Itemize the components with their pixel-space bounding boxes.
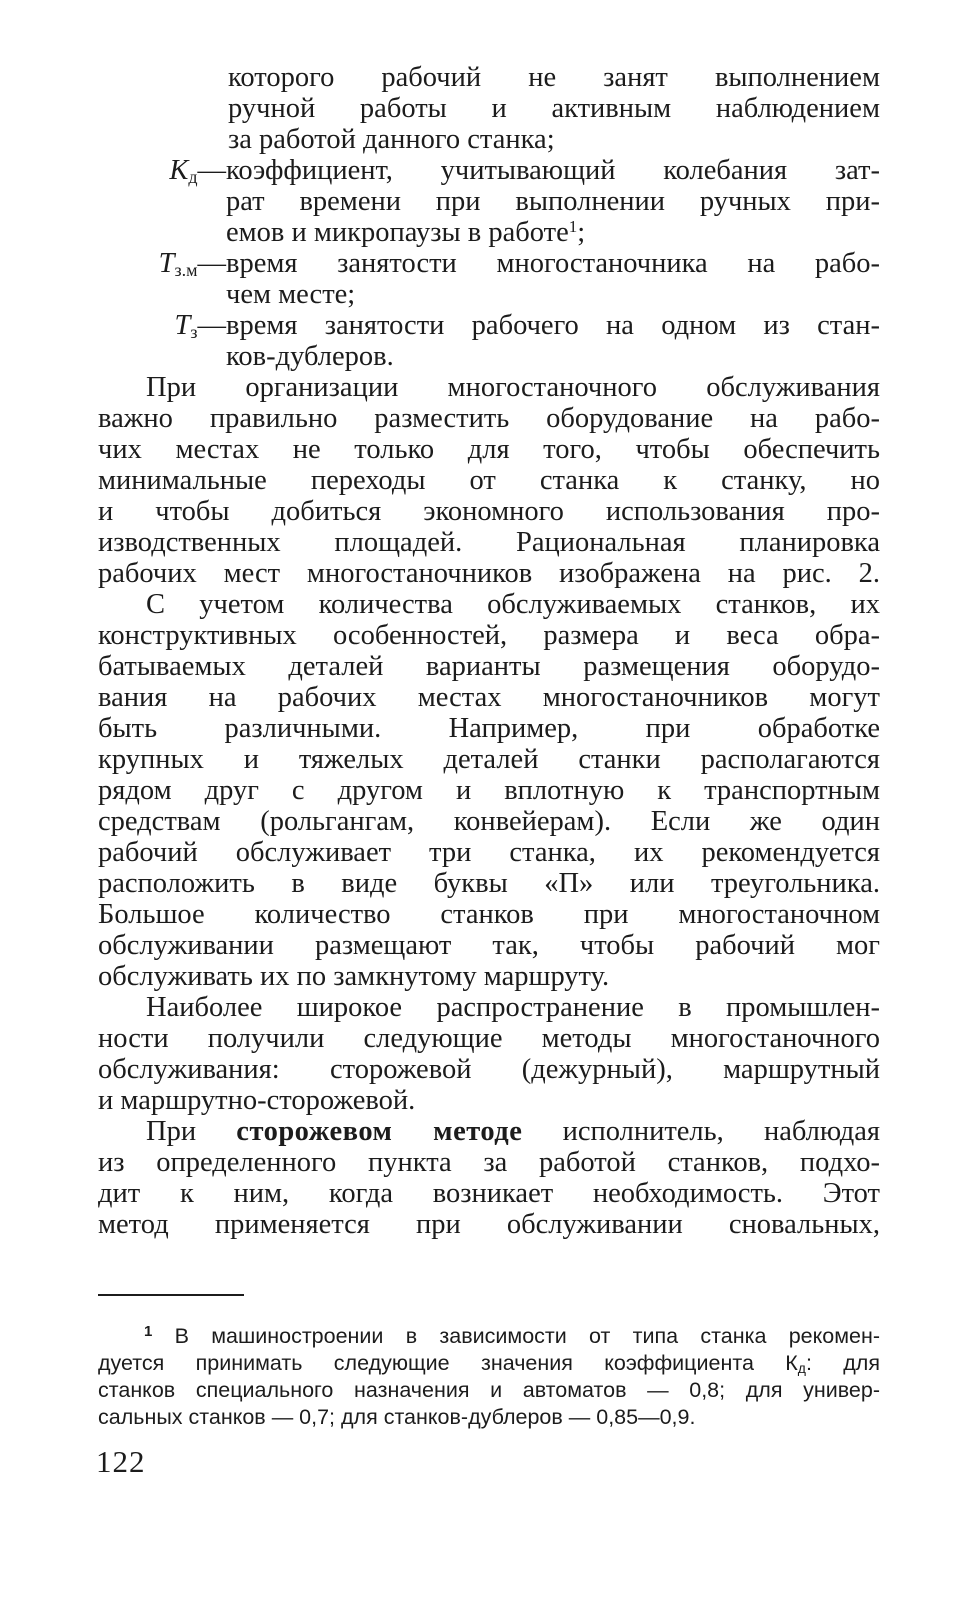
text-line: При сторожевом методе исполнитель, наблюдая	[146, 1116, 880, 1147]
text-line: обслуживания: сторожевой (дежурный), маршрутный	[98, 1054, 880, 1085]
footnote-ref: 1	[568, 217, 578, 236]
paragraph-1	[98, 372, 880, 589]
paragraph-2	[98, 589, 880, 992]
text-line: дит к ним, когда возникает необходимость. Этот	[98, 1178, 880, 1209]
text-line: рабочих мест многостаночников изображена на рис. 2.	[98, 558, 880, 589]
paragraph-4	[98, 1116, 880, 1240]
text-line: расположить в виде буквы «П» или треугольника.	[98, 868, 880, 899]
text-line: конструктивных особенностей, размера и веса обра-	[98, 620, 880, 651]
text-line: важно правильно разместить оборудование на рабо-	[98, 403, 880, 434]
definition-tz	[98, 310, 880, 372]
text-line: минимальные переходы от станка к станку, но	[98, 465, 880, 496]
text-line: обслуживать их по замкнутому маршруту.	[98, 961, 610, 992]
text-line: С учетом количества обслуживаемых станков, их	[146, 589, 880, 620]
text-line: рабочий обслуживает три станка, их рекомендуется	[98, 837, 880, 868]
text-line: изводственных площадей. Рациональная планировка	[98, 527, 880, 558]
footnote-line: станков специального назначения и автоматов — 0,8; для универ-	[98, 1378, 880, 1402]
text-line: емов и микропаузы в работе$^1$;	[226, 217, 586, 248]
symbol-tzm: $Т_{з.м}—$	[158, 248, 226, 280]
text-line: Наиболее широкое распространение в промышлен-	[146, 992, 880, 1023]
text-line: ручной работы и активным наблюдением	[228, 93, 880, 124]
text-line: метод применяется при обслуживании сновальных,	[98, 1209, 880, 1240]
text-line: Большое количество станков при многостаночном	[98, 899, 880, 930]
definition-kd	[98, 155, 880, 248]
text-line: ности получили следующие методы многостаночного	[98, 1023, 880, 1054]
definition-continuation	[98, 62, 880, 155]
footnote-line: дуется принимать следующие значения коэффициента $К_д$: для	[98, 1351, 880, 1376]
text-line: быть различными. Например, при обработке	[98, 713, 880, 744]
footnote	[98, 1323, 880, 1431]
text-line: коэффициент, учитывающий колебания зат-	[226, 155, 880, 186]
symbol-tz: $Т_з—$	[174, 310, 226, 342]
text-line: крупных и тяжелых деталей станки располагаются	[98, 744, 880, 775]
text-line: чих местах не только для того, чтобы обеспечить	[98, 434, 880, 465]
text-line: обслуживании размещают так, чтобы рабочий мог	[98, 930, 880, 961]
text-line: за работой данного станка;	[228, 124, 555, 155]
page-number: 122	[96, 1444, 146, 1479]
text-line: которого рабочий не занят выполнением	[228, 62, 880, 93]
footnote-line: сальных станков — 0,7; для станков-дублеров — 0,85—0,9.	[98, 1405, 696, 1429]
text-line: и чтобы добиться экономного использования про-	[98, 496, 880, 527]
text-line: рядом друг с другом и вплотную к транспортным	[98, 775, 880, 806]
text-line: время занятости рабочего на одном из стан-	[226, 310, 880, 341]
footnote-line: $^1$ В машиностроении в зависимости от типа станка рекомен-	[144, 1323, 880, 1348]
text-line: вания на рабочих местах многостаночников могут	[98, 682, 880, 713]
page-body	[98, 62, 880, 1240]
text-line: и маршрутно-сторожевой.	[98, 1085, 416, 1116]
text-line: батываемых деталей варианты размещения оборудо-	[98, 651, 880, 682]
text-line: время занятости многостаночника на рабо-	[226, 248, 880, 279]
text-line: рат времени при выполнении ручных при-	[226, 186, 880, 217]
text-line: средствам (рольгангам, конвейерам). Если же один	[98, 806, 880, 837]
bold-term: сторожевом методе	[236, 1116, 523, 1147]
paragraph-3	[98, 992, 880, 1116]
text-line: При организации многостаночного обслуживания	[146, 372, 880, 403]
footnote-mark: 1	[144, 1323, 153, 1340]
symbol-kd: $К_д—$	[169, 155, 226, 187]
text-line: чем месте;	[226, 279, 356, 310]
text-line: из определенного пункта за работой станков, подхо-	[98, 1147, 880, 1178]
footnote-divider	[98, 1294, 244, 1296]
text-line: ков-дублеров.	[226, 341, 394, 372]
definition-tzm	[98, 248, 880, 310]
